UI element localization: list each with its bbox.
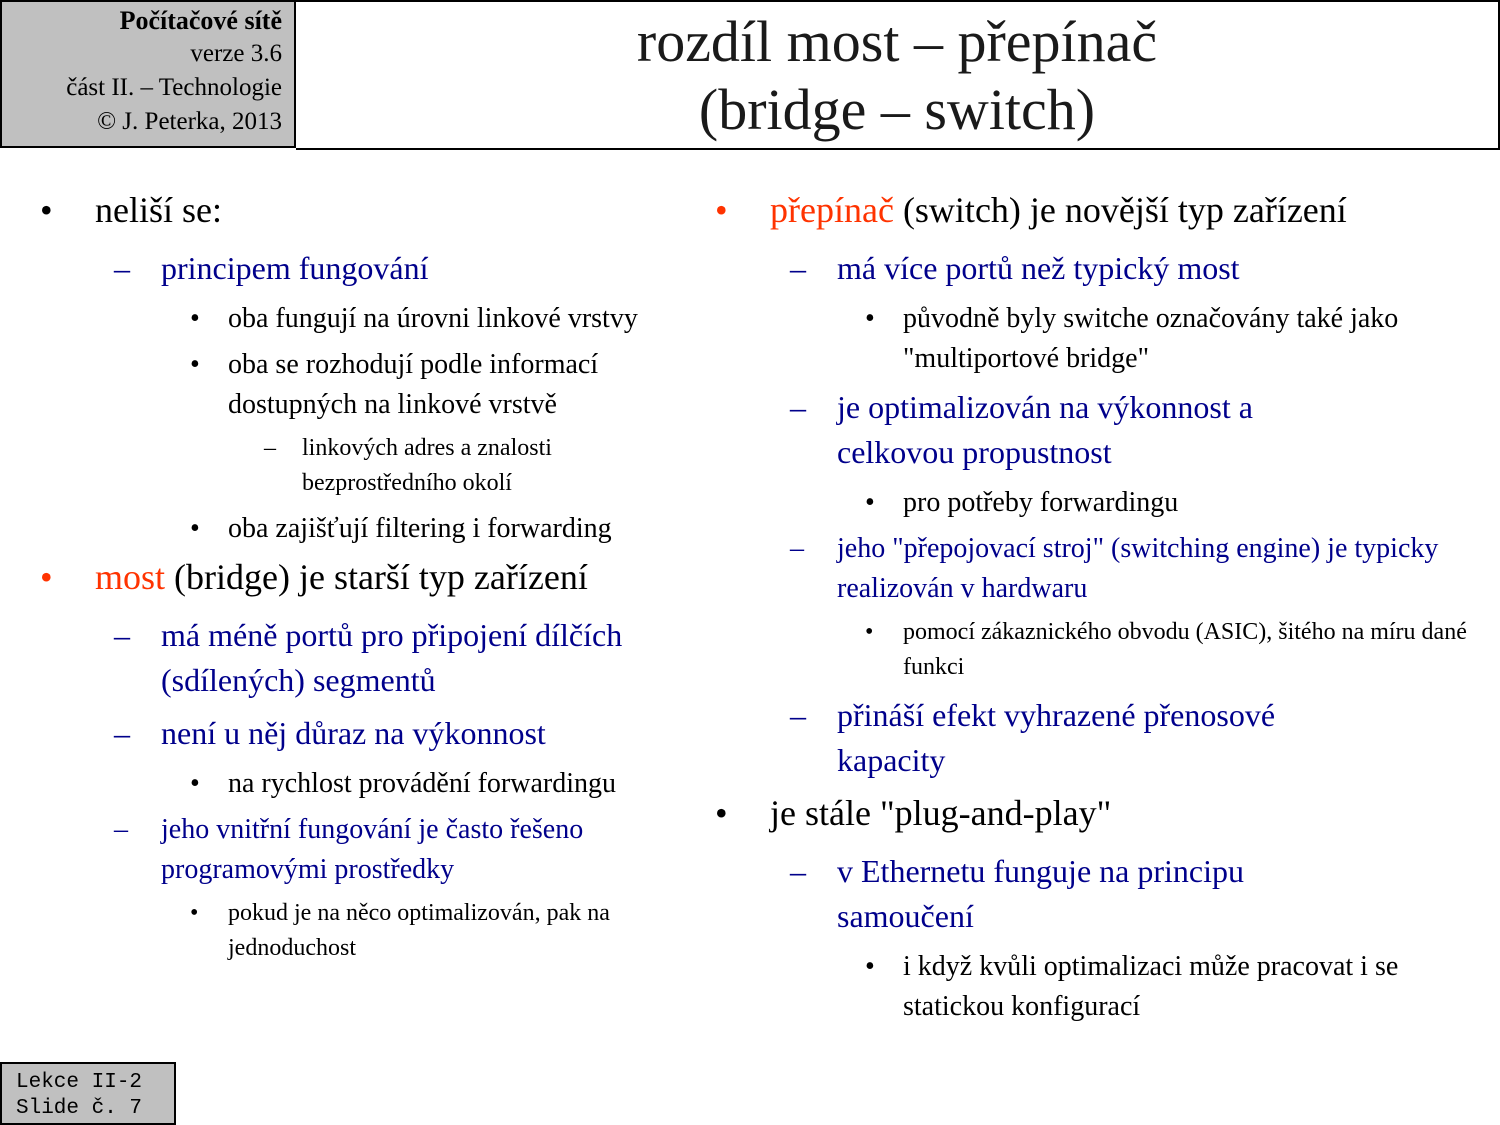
bullet-text: (switch) je novější typ zařízení [893,190,1347,230]
dash-marker: – [114,715,130,751]
bullet-plug-and-play [715,791,1490,835]
slide-title-line2: (bridge – switch) [698,77,1096,142]
sub-hardware [790,529,1455,609]
bullet-marker: • [190,303,200,334]
dash-marker: – [114,617,130,653]
bullet-marker: • [190,513,200,544]
point-simplicity [190,896,700,966]
point-filtering [190,509,710,549]
bullet-switch [715,188,1490,232]
bridge-highlight: most [95,557,166,597]
point-text: původně byly switche označovány také jako "multiportové bridge" [903,303,1399,374]
right-column [705,188,1495,1033]
point-text: na rychlost provádění forwardingu [228,768,616,799]
point-text: oba fungují na úrovni linkové vrstvy [228,303,638,334]
dash-marker: – [790,853,806,889]
slide-title-box [296,0,1500,150]
dash-marker: – [790,389,806,425]
point-text: pomocí zákaznického obvodu (ASIC), šitého na míru dané funkci [903,619,1467,680]
bullet-text: (bridge) je starší typ zařízení [165,557,588,597]
bullet-marker: • [190,349,200,380]
point-text: i když kvůli optimalizaci může pracovat i se statickou konfigurací [903,951,1399,1022]
point-text: pokud je na něco optimalizován, pak na jednoduchost [228,900,610,961]
bullet-no-difference [40,188,710,232]
course-version: verze 3.6 [190,40,282,67]
sub-no-performance [114,711,710,756]
course-part: část II. – Technologie [66,74,282,101]
bullet-marker: • [865,303,875,334]
sub-dedicated-capacity [790,693,1375,783]
point-asic [865,615,1470,685]
bullet-marker: • [190,900,199,926]
dash-marker: – [790,250,806,286]
course-title: Počítačové sítě [119,6,282,35]
bullet-bridge [40,555,710,599]
bullet-text: je stále "plug-and-play" [770,793,1112,833]
switch-highlight: přepínač [770,190,894,230]
slide-footer [0,1062,176,1125]
sub-optimized [790,385,1345,475]
point-text: oba se rozhodují podle informací dostupných na linkové vrstvě [228,349,599,420]
bullet-marker: • [715,793,728,833]
sub-text: přináší efekt vyhrazené přenosové kapacity [837,697,1276,778]
detail-link-addresses [264,431,620,501]
left-column [0,188,720,976]
dash-marker: – [790,697,806,733]
point-text: pro potřeby forwardingu [903,487,1179,518]
sub-more-ports [790,246,1475,291]
bullet-marker: • [40,557,53,597]
point-text: oba zajišťují filtering i forwarding [228,513,612,544]
sub-text: má méně portů pro připojení dílčích (sdílených) segmentů [161,617,623,698]
point-static-config [865,947,1470,1027]
point-forwarding-speed [190,764,710,804]
dash-marker: – [114,814,128,845]
bullet-text: neliší se: [95,190,222,230]
sub-text: není u něj důraz na výkonnost [161,715,546,751]
course-info-box [0,0,296,148]
bullet-marker: • [190,768,200,799]
bullet-marker: • [715,190,728,230]
point-decision [190,345,670,425]
sub-text: má více portů než typický most [837,250,1240,286]
sub-text: je optimalizován na výkonnost a celkovou propustnost [837,389,1253,470]
sub-text: principem fungování [161,250,429,286]
sub-software [114,810,680,890]
point-multiport [865,299,1435,379]
sub-principle [114,246,710,291]
lesson-label: Lekce II-2 [16,1071,143,1094]
sub-text: v Ethernetu funguje na principu samoučení [837,853,1244,934]
point-forwarding-needs [865,483,1475,523]
dash-marker: – [790,533,804,564]
slide-number: Slide č. 7 [16,1097,143,1120]
sub-text: jeho vnitřní fungování je často řešeno programovými prostředky [161,814,584,885]
sub-fewer-ports [114,613,710,703]
sub-text: jeho "přepojovací stroj" (switching engine) je typicky realizován v hardwaru [837,533,1439,604]
dash-marker: – [264,435,276,461]
sub-self-learning [790,849,1345,939]
slide-title-line1: rozdíl most – přepínač [636,9,1158,74]
detail-text: linkových adres a znalosti bezprostředního okolí [302,435,552,496]
bullet-marker: • [865,619,874,645]
dash-marker: – [114,250,130,286]
course-author: © J. Peterka, 2013 [97,108,282,135]
point-link-layer [190,299,715,339]
bullet-marker: • [865,951,875,982]
bullet-marker: • [865,487,875,518]
bullet-marker: • [40,190,53,230]
